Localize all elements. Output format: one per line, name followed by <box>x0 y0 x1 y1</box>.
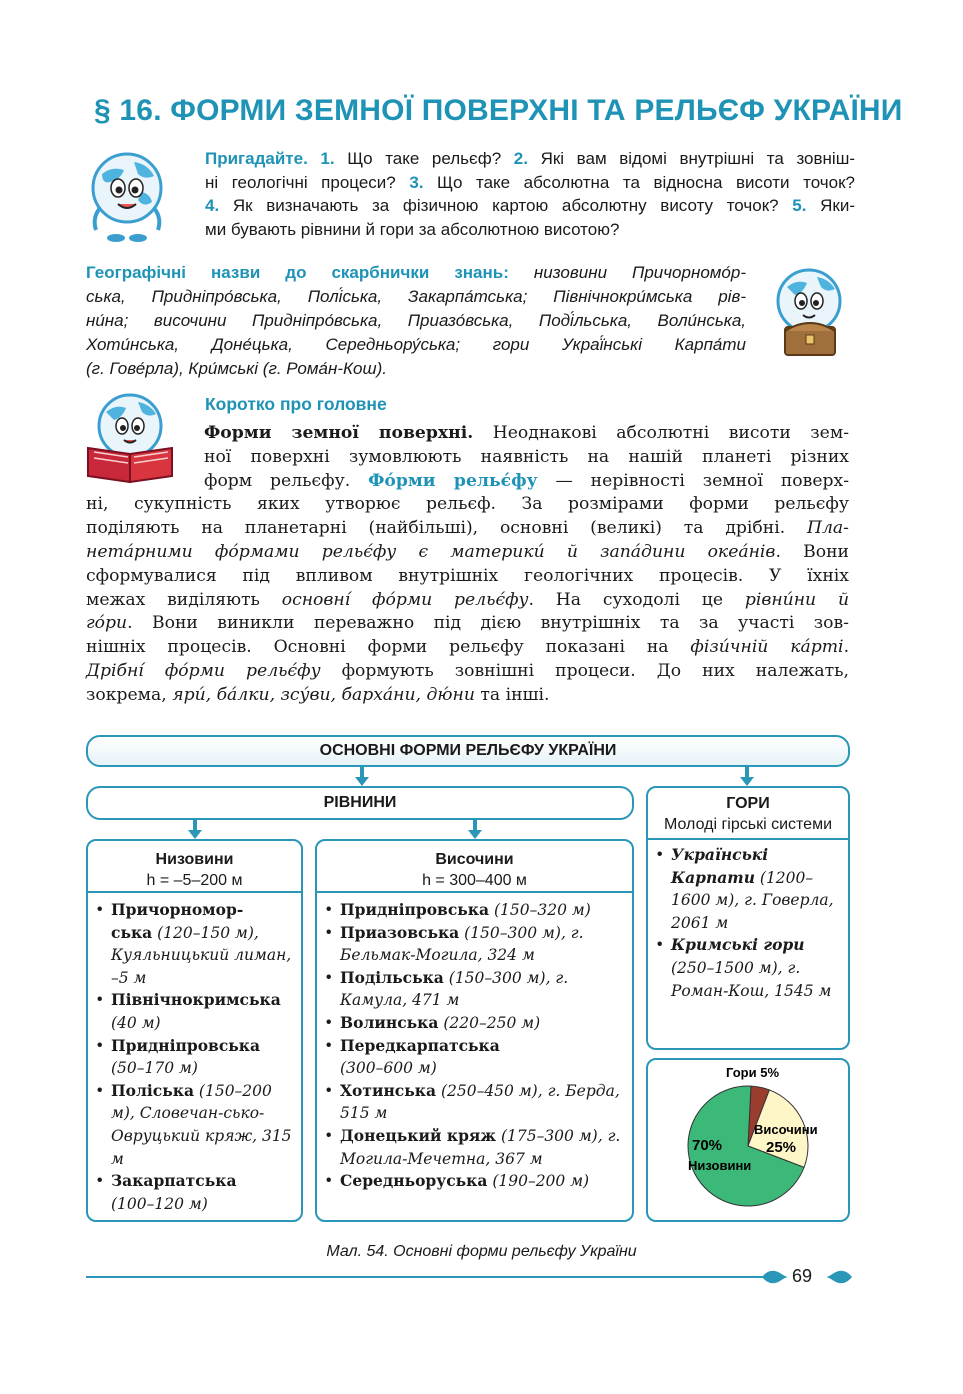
uplands-list <box>317 893 632 1193</box>
pie-chart <box>648 1060 848 1220</box>
pie-label-lowlands: Низовини <box>688 1158 752 1173</box>
pie-value-uplands: 25% <box>766 1139 797 1156</box>
list-item: • Волинська (220–250 м) <box>325 1012 626 1035</box>
geo-names: Географічні назви до скарбнички знань: низовини Причорномо́р- ська, Придніпро́вська, Полі́ська, Закарпа́тська; Північнокри́мська рів- ни́на; височини Придніпро́вська, Приазо́вська, Поді́льська, Воли́нська, Хоти́нська, Доне́цька, Середньору́ська; гори Украї́нські Карпа́ти (г. Гове́рла), Кри́мські (г. Рома́н-Кош). <box>86 263 746 378</box>
pie-value-lowlands: 70% <box>692 1137 723 1154</box>
list-item: • Подільська (150–300 м), г. Камула, 471 м <box>325 967 626 1012</box>
diagram-header: ОСНОВНІ ФОРМИ РЕЛЬЄФУ УКРАЇНИ <box>86 735 850 767</box>
list-item: • Кримські гори (250–1500 м), г. Роман-Кош, 1545 м <box>656 934 842 1002</box>
arrow-down-icon <box>188 820 202 840</box>
plains-header: РІВНИНИ <box>86 786 634 820</box>
lowlands-header: Низовини h = –5–200 м <box>88 841 301 893</box>
page-number: 69 <box>792 1266 813 1286</box>
pie-label-uplands: Височини <box>754 1122 818 1137</box>
arrow-down-icon <box>468 820 482 840</box>
mountains-header: ГОРИ Молоді гірські системи <box>648 788 848 840</box>
list-item: • Середньоруська (190–200 м) <box>325 1170 626 1193</box>
list-item: • Приазовська (150–300 м), г. Бельмак-Могила, 324 м <box>325 922 626 967</box>
list-item: • Донецький кряж (175–300 м), г. Могила-Мечетна, 367 м <box>325 1125 626 1170</box>
lowlands-box <box>86 839 303 1222</box>
list-item: • Придніпровська (150–320 м) <box>325 899 626 922</box>
pie-label-mountains: Гори 5% <box>726 1065 780 1080</box>
footer-line <box>86 1276 769 1278</box>
uplands-box <box>315 839 634 1222</box>
figure-caption: Мал. 54. Основні форми рельєфу України <box>326 1243 637 1260</box>
page-ornament-icon <box>762 1269 788 1285</box>
arrow-down-icon <box>355 767 369 787</box>
list-item: • Причорномор- ська (120–150 м), Куяльницький лиман, –5 м <box>96 899 295 989</box>
main-text: Форми земної поверхні. Неоднакові абсолютні висоти зем- ної поверхні зумовлюють наявність на нашій планеті різних форм рельєфу. Фо́рми рельє́фу — нерівності земної поверх- ні, сукупність яких утворює рельєф. За розмірами форми рельєфу поділяють на планетарні (найбільші), основні (великі) та дрібні. Пла- нета́рними фо́рмами рельє́фу є материки́ й запа́дини океа́нів. Вони сформувалися під впливом внутрішніх геологічних процесів. У їхніх межах виділяють основні́ фо́рми рельє́фу. На суходолі це рівни́ни й го́ри. Вони виникли переважно під дією внутрішніх та за участі зов- нішніх процесів. Основні форми рельєфу показані на фізи́чній ка́рті. Дрібні́ фо́рми рельє́фу формують зовнішні процеси. До них належать, зокрема, яри́, ба́лки, зсу́ви, барха́ни, дю́ни та інші. <box>86 423 850 705</box>
list-item: • Передкарпатська (300–600 м) <box>325 1035 626 1080</box>
recall-questions: Пригадайте. 1. Що таке рельєф? 2. Які вам відомі внутрішні та зовніш- ні геологічні процеси? 3. Що таке абсолютна та відносна висоти точок? 4. Як визначають за фізичною картою абсолютну висоту точок? 5. Яки- ми бувають рівнини й гори за абсолютною висотою? <box>205 149 856 239</box>
list-item: • Північнокримська (40 м) <box>96 989 295 1034</box>
list-item: • Придніпровська (50–170 м) <box>96 1035 295 1080</box>
list-item: • Українські Карпати (1200–1600 м), г. Говерла, 2061 м <box>656 844 842 934</box>
uplands-header: Височини h = 300–400 м <box>317 841 632 893</box>
lowlands-list <box>88 893 301 1215</box>
treasure-chest-icon <box>765 265 855 361</box>
arrow-down-icon <box>740 767 754 787</box>
list-item: • Хотинська (250–450 м), г. Берда, 515 м <box>325 1080 626 1125</box>
section-heading: Коротко про головне <box>205 394 387 414</box>
page-title: § 16. ФОРМИ ЗЕМНОЇ ПОВЕРХНІ ТА РЕЛЬЄФ УКРАЇНИ <box>94 94 903 127</box>
mountains-list <box>648 840 848 1002</box>
list-item: • Поліська (150–200 м), Словечан-сько-Овруцький кряж, 315 м <box>96 1080 295 1170</box>
page-ornament-icon <box>826 1269 852 1285</box>
pie-chart-box <box>646 1058 850 1222</box>
list-item: • Закарпатська (100–120 м) <box>96 1170 295 1215</box>
globe-mascot-icon <box>82 148 172 244</box>
mountains-box <box>646 786 850 1050</box>
